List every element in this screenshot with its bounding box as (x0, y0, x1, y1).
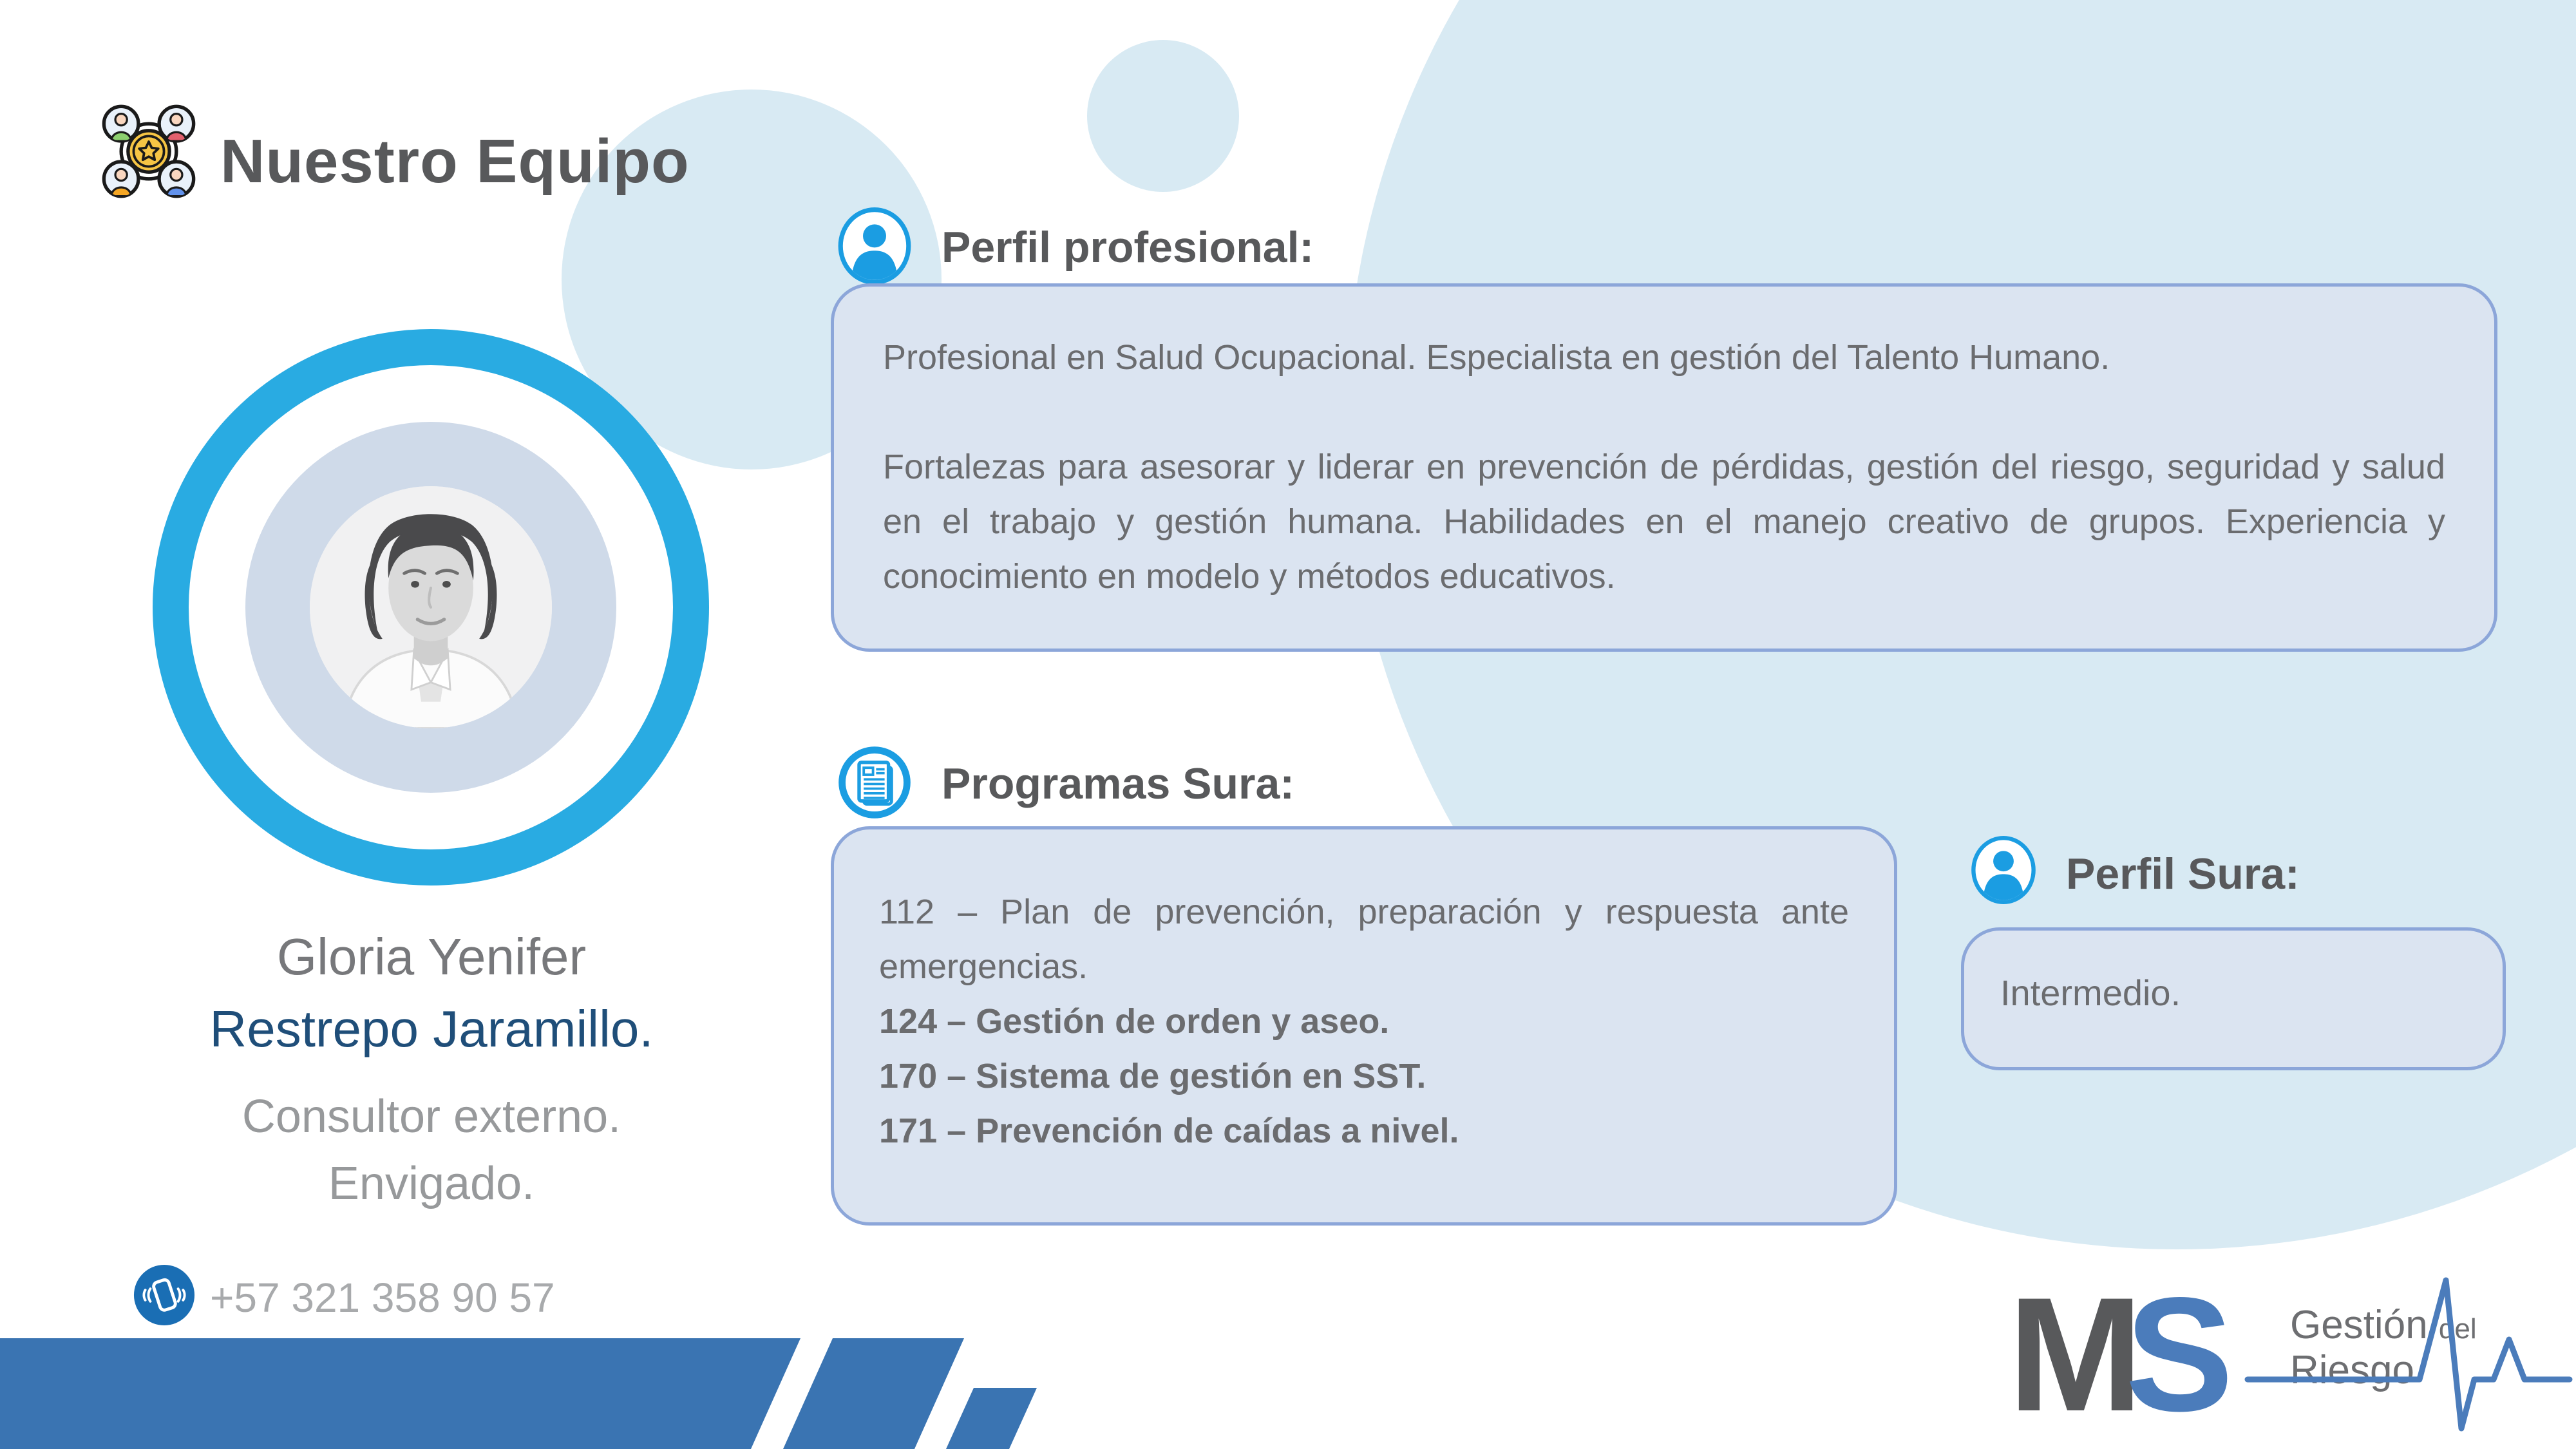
program-item: 171 – Prevención de caídas a nivel. (879, 1112, 1459, 1150)
avatar-ring (153, 329, 709, 886)
avatar-ring-gap (189, 365, 673, 849)
perfil-sura-card (1961, 927, 2506, 1070)
ekg-line-icon (2241, 1262, 2576, 1443)
program-item: 124 – Gestión de orden y aseo. (879, 1002, 1390, 1041)
logo-letter-m: M (2008, 1264, 2143, 1445)
programas-sura-card (831, 826, 1897, 1226)
perfil-profesional-paragraph-2: Fortalezas para asesorar y liderar en prevención de pérdidas, gestión del riesgo, seguridad y salud en el trabajo y gestión humana. Habilidades en el manejo creativo de grupos. Experiencia y conocimiento en modelo y métodos educativos. (883, 448, 2445, 596)
person-last-name: Restrepo Jaramillo. (209, 1000, 654, 1057)
avatar (310, 486, 552, 728)
person-info (122, 921, 741, 1217)
logo-text-riesgo: Riesgo (2290, 1348, 2414, 1392)
page-title: Nuestro Equipo (220, 127, 690, 196)
perfil-sura-level: Intermedio. (2000, 972, 2181, 1013)
person-first-name: Gloria Yenifer (276, 928, 587, 985)
programas-sura-heading: Programas Sura: (942, 759, 1294, 808)
team-icon (100, 103, 197, 200)
user-icon (836, 207, 913, 285)
logo-text-del: del (2438, 1313, 2477, 1345)
perfil-profesional-paragraph-1: Profesional en Salud Ocupacional. Especialista en gestión del Talento Humano. (883, 338, 2110, 377)
program-item: 112 – Plan de prevención, preparación y respuesta ante emergencias. (879, 893, 1849, 986)
logo-text-gestion-main: Gestión (2290, 1303, 2428, 1347)
phone-number: +57 321 358 90 57 (210, 1274, 555, 1321)
user-icon (1969, 836, 2038, 904)
perfil-sura-heading: Perfil Sura: (2066, 849, 2300, 898)
background-blob-small (1087, 40, 1239, 192)
phone-icon (133, 1264, 196, 1327)
program-item: 170 – Sistema de gestión en SST. (879, 1057, 1426, 1095)
perfil-profesional-card (831, 283, 2497, 652)
person-location: Envigado. (328, 1158, 535, 1209)
document-icon (836, 744, 913, 821)
logo-letter-s: S (2125, 1264, 2234, 1445)
avatar-ring-inner (245, 422, 616, 793)
person-role: Consultor externo. (242, 1091, 621, 1142)
perfil-profesional-heading: Perfil profesional: (942, 223, 1314, 272)
